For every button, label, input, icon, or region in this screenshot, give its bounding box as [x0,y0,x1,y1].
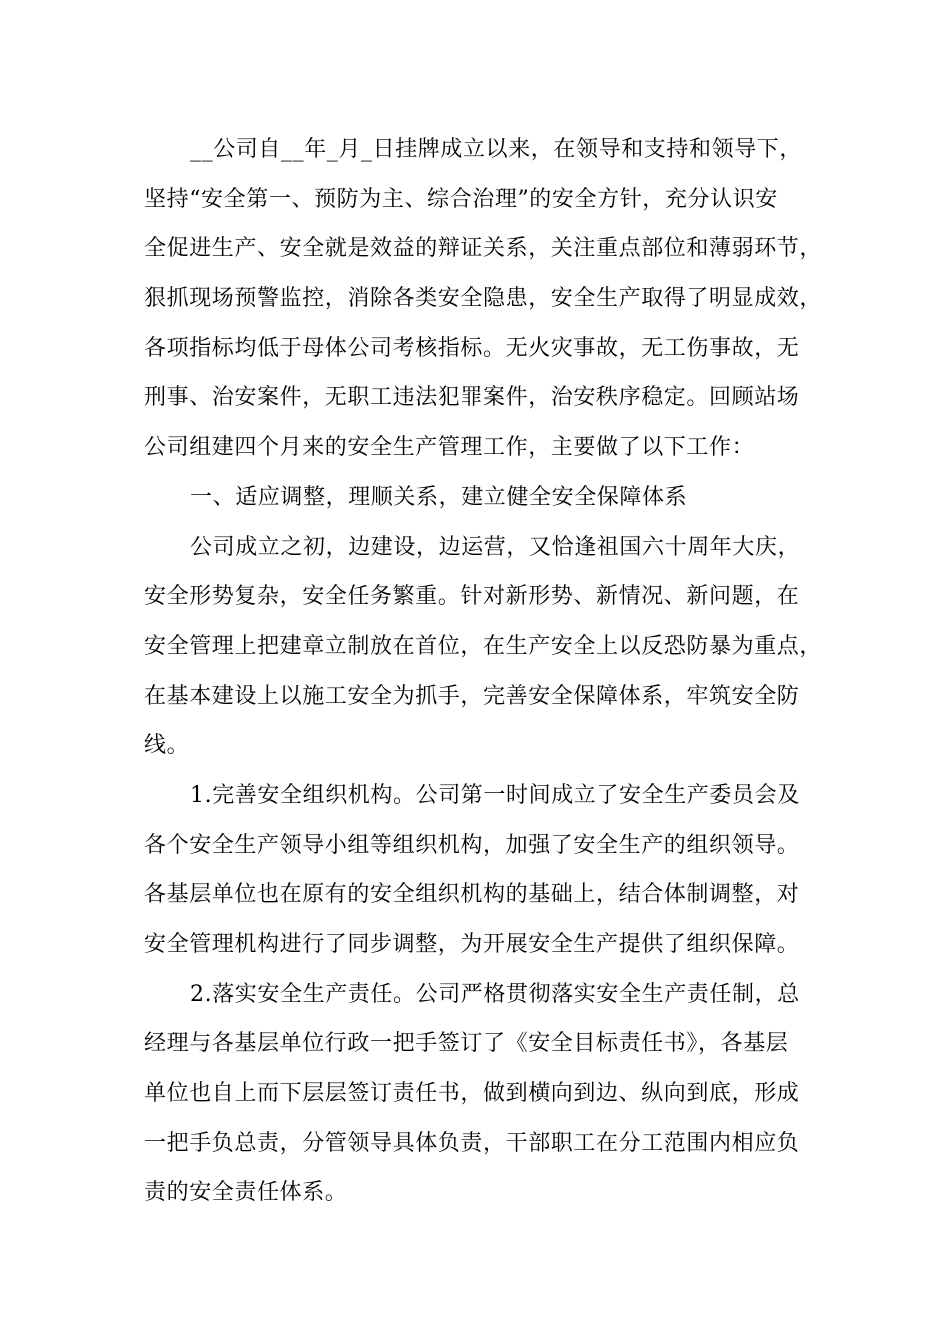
text-line: 线。 [144,733,190,759]
text-line: 安全管理上把建章立制放在首位，在生产安全上以反恐防暴为重点， [144,633,823,659]
text-line: 经理与各基层单位行政一把手签订了《安全目标责任书》，各基层 [144,1031,789,1057]
document-body [144,125,828,1218]
text-line: __公司自__年_月_日挂牌成立以来，在领导和支持和领导下， [190,137,803,162]
text-line: 一把手负总责，分管领导具体负责，干部职工在分工范围内相应负 [144,1130,800,1156]
text-line: 狠抓现场预警监控，消除各类安全隐患，安全生产取得了明显成效， [144,286,823,312]
text-line: 各基层单位也在原有的安全组织机构的基础上，结合体制调整，对 [144,882,800,908]
text-line: 安全管理机构进行了同步调整，为开展安全生产提供了组织保障。 [144,932,800,957]
text-line: 在基本建设上以施工安全为抓手，完善安全保障体系，牢筑安全防 [144,683,800,709]
text-line: 单位也自上而下层层签订责任书，做到横向到边、纵向到底，形成 [144,1081,800,1107]
text-line: 公司成立之初，边建设，边运营，又恰逢祖国六十周年大庆， [190,534,801,560]
text-line: 各项指标均低于母体公司考核指标。无火灾事故，无工伤事故，无 [144,335,800,361]
text-line: 1.完善安全组织机构。公司第一时间成立了安全生产委员会及 [190,782,800,808]
text-line: 全促进生产、安全就是效益的辩证关系，关注重点部位和薄弱环节， [144,236,823,262]
text-line: 公司组建四个月来的安全生产管理工作，主要做了以下工作： [144,435,755,461]
text-line: 安全形势复杂，安全任务繁重。针对新形势、新情况、新问题，在 [144,584,800,610]
text-line: 各个安全生产领导小组等组织机构，加强了安全生产的组织领导。 [144,832,800,858]
text-line: 责的安全责任体系。 [144,1180,348,1206]
text-line: 刑事、治安案件，无职工违法犯罪案件，治安秩序稳定。回顾站场 [144,385,800,411]
section-heading: 一、适应调整，理顺关系，建立健全安全保障体系 [190,484,688,510]
text-line: 2.落实安全生产责任。公司严格贯彻落实安全生产责任制，总 [190,981,800,1007]
text-line: 坚持“安全第一、预防为主、综合治理”的安全方针，充分认识安 [144,186,778,212]
